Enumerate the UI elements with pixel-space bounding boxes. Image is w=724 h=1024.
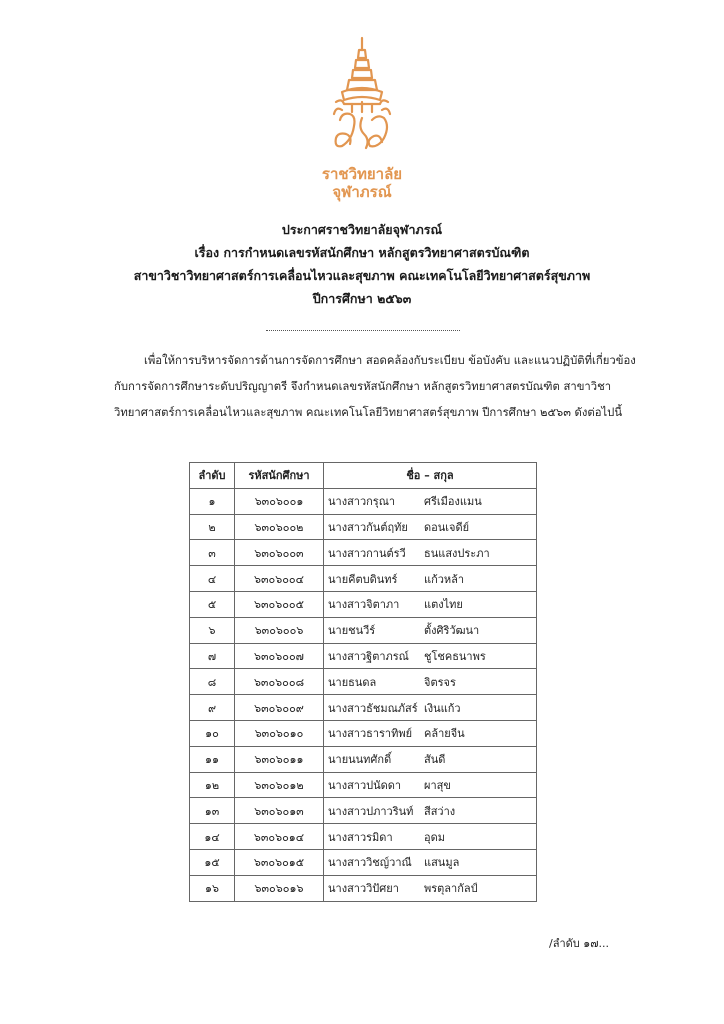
cell-student-id: ๖๓๐๖๐๐๖: [235, 617, 324, 643]
continuation-note: /ลำดับ ๑๗...: [549, 937, 609, 950]
cell-order: ๑๒: [190, 772, 235, 798]
cell-order: ๑๑: [190, 746, 235, 772]
cell-full-name: [324, 591, 537, 617]
header-full-name: ชื่อ – สกุล: [324, 463, 537, 489]
first-name: นางสาวกันต์ฤทัย: [328, 520, 408, 534]
cell-order: ๑๖: [190, 875, 235, 901]
cell-full-name: [324, 514, 537, 540]
cell-student-id: ๖๓๐๖๐๐๑: [235, 488, 324, 514]
cell-student-id: ๖๓๐๖๐๑๐: [235, 720, 324, 746]
last-name: ชูโชคธนาพร: [424, 649, 486, 663]
heading-line4: ปีการศึกษา ๒๕๖๓: [312, 291, 412, 306]
cell-full-name: [324, 566, 537, 592]
last-name: อุดม: [424, 830, 446, 844]
org-name-line1: ราชวิทยาลัย: [321, 165, 403, 183]
paragraph-line3: วิทยาศาสตร์การเคลื่อนไหวและสุขภาพ คณะเทคโนโลยีวิทยาศาสตร์สุขภาพ ปีการศึกษา ๒๕๖๓ ดังต่อไปนี้: [114, 406, 623, 419]
header-order: ลำดับ: [190, 463, 235, 489]
last-name: ศรีเมืองแมน: [424, 495, 482, 509]
last-name: ผาสุข: [424, 778, 451, 792]
cell-order: ๗: [190, 643, 235, 669]
first-name: นางสาวปภาวรินท์: [328, 804, 414, 818]
cell-student-id: ๖๓๐๖๐๑๑: [235, 746, 324, 772]
first-name: นายธนดล: [328, 675, 377, 689]
table-row: [190, 540, 537, 566]
cell-full-name: [324, 798, 537, 824]
cell-student-id: ๖๓๐๖๐๐๓: [235, 540, 324, 566]
cell-full-name: [324, 488, 537, 514]
cell-order: ๒: [190, 514, 235, 540]
table-row: [190, 849, 537, 875]
last-name: จิตรจร: [424, 675, 456, 689]
table-row: [190, 746, 537, 772]
cell-full-name: [324, 617, 537, 643]
college-emblem-logo: [322, 36, 402, 166]
cell-order: ๖: [190, 617, 235, 643]
cell-full-name: [324, 772, 537, 798]
cell-order: ๑๐: [190, 720, 235, 746]
first-name: นางสาวปนัดดา: [328, 778, 402, 792]
first-name: นายนนทศักดิ์: [328, 753, 392, 767]
cell-full-name: [324, 720, 537, 746]
heading-line1: ประกาศราชวิทยาลัยจุฬาภรณ์: [281, 222, 443, 237]
cell-student-id: ๖๓๐๖๐๐๕: [235, 591, 324, 617]
cell-order: ๑๓: [190, 798, 235, 824]
first-name: นางสาวกานต์รวี: [328, 546, 406, 560]
cell-student-id: ๖๓๐๖๐๑๒: [235, 772, 324, 798]
last-name: ดอนเจดีย์: [424, 520, 470, 534]
dotted-divider: [266, 330, 460, 331]
last-name: แสนมูล: [424, 856, 460, 870]
table-row: [190, 566, 537, 592]
cell-order: ๑๔: [190, 824, 235, 850]
table-row: [190, 695, 537, 721]
table-row: [190, 720, 537, 746]
cell-order: ๓: [190, 540, 235, 566]
table-row: [190, 514, 537, 540]
first-name: นางสาววิชญ์วาณี: [328, 856, 412, 870]
cell-student-id: ๖๓๐๖๐๐๔: [235, 566, 324, 592]
cell-student-id: ๖๓๐๖๐๑๕: [235, 849, 324, 875]
last-name: สีสว่าง: [424, 804, 456, 818]
announcement-heading: [0, 218, 724, 310]
cell-student-id: ๖๓๐๖๐๐๒: [235, 514, 324, 540]
table-row: [190, 591, 537, 617]
table-row: [190, 824, 537, 850]
first-name: นายคีตบดินทร์: [328, 572, 398, 586]
first-name: นางสาวฐิตาภรณ์: [328, 649, 409, 663]
cell-student-id: ๖๓๐๖๐๐๙: [235, 695, 324, 721]
last-name: คล้ายจีน: [424, 727, 465, 741]
cell-full-name: [324, 540, 537, 566]
table-header-row: [190, 463, 537, 489]
cell-order: ๕: [190, 591, 235, 617]
heading-line3: สาขาวิชาวิทยาศาสตร์การเคลื่อนไหวและสุขภาพ คณะเทคโนโลยีวิทยาศาสตร์สุขภาพ: [133, 268, 591, 283]
table-row: [190, 488, 537, 514]
last-name: ธนแสงประภา: [424, 546, 490, 560]
cell-full-name: [324, 849, 537, 875]
cell-order: ๑๕: [190, 849, 235, 875]
first-name: นางสาวธาราทิพย์: [328, 727, 413, 741]
org-name-line2: จุฬาภรณ์: [332, 183, 392, 201]
paragraph-line2: กับการจัดการศึกษาระดับปริญญาตรี จึงกำหนดเลขรหัสนักศึกษา หลักสูตรวิทยาศาสตรบัณฑิต สาขาวิชา: [114, 380, 612, 393]
first-name: นางสาวรมิดา: [328, 830, 393, 844]
first-name: นางสาววิปัศยา: [328, 882, 399, 896]
cell-full-name: [324, 824, 537, 850]
last-name: แตงไทย: [424, 598, 463, 612]
last-name: เงินแก้ว: [424, 701, 461, 715]
first-name: นางสาวธัชมณภัสร์: [328, 701, 418, 715]
cell-order: ๘: [190, 669, 235, 695]
cell-order: ๑: [190, 488, 235, 514]
cell-full-name: [324, 746, 537, 772]
cell-full-name: [324, 875, 537, 901]
heading-line2: เรื่อง การกำหนดเลขรหัสนักศึกษา หลักสูตรวิทยาศาสตรบัณฑิต: [194, 245, 530, 260]
paragraph-line1: เพื่อให้การบริหารจัดการด้านการจัดการศึกษา สอดคล้องกับระเบียบ ข้อบังคับ และแนวปฏิบัติที่เกี่ยวข้อง: [144, 354, 636, 367]
cell-student-id: ๖๓๐๖๐๐๘: [235, 669, 324, 695]
table-row: [190, 875, 537, 901]
table-row: [190, 669, 537, 695]
cell-full-name: [324, 669, 537, 695]
last-name: พรตุลากัลป์: [424, 882, 478, 896]
cell-student-id: ๖๓๐๖๐๑๔: [235, 824, 324, 850]
table-row: [190, 798, 537, 824]
first-name: นางสาวจิตาภา: [328, 598, 400, 612]
last-name: สันดี: [424, 753, 446, 767]
cell-student-id: ๖๓๐๖๐๐๗: [235, 643, 324, 669]
table-row: [190, 772, 537, 798]
first-name: นางสาวกรุณา: [328, 495, 396, 509]
intro-paragraph: [114, 348, 634, 426]
cell-order: ๔: [190, 566, 235, 592]
last-name: แก้วหล้า: [424, 572, 465, 586]
header-student-id: รหัสนักศึกษา: [235, 463, 324, 489]
cell-order: ๙: [190, 695, 235, 721]
first-name: นายชนวีร์: [328, 624, 376, 638]
table-row: [190, 617, 537, 643]
student-id-table: [189, 462, 537, 902]
cell-student-id: ๖๓๐๖๐๑๖: [235, 875, 324, 901]
cell-full-name: [324, 643, 537, 669]
cell-student-id: ๖๓๐๖๐๑๓: [235, 798, 324, 824]
cell-full-name: [324, 695, 537, 721]
last-name: ตั้งศิริวัฒนา: [424, 624, 480, 638]
table-row: [190, 643, 537, 669]
